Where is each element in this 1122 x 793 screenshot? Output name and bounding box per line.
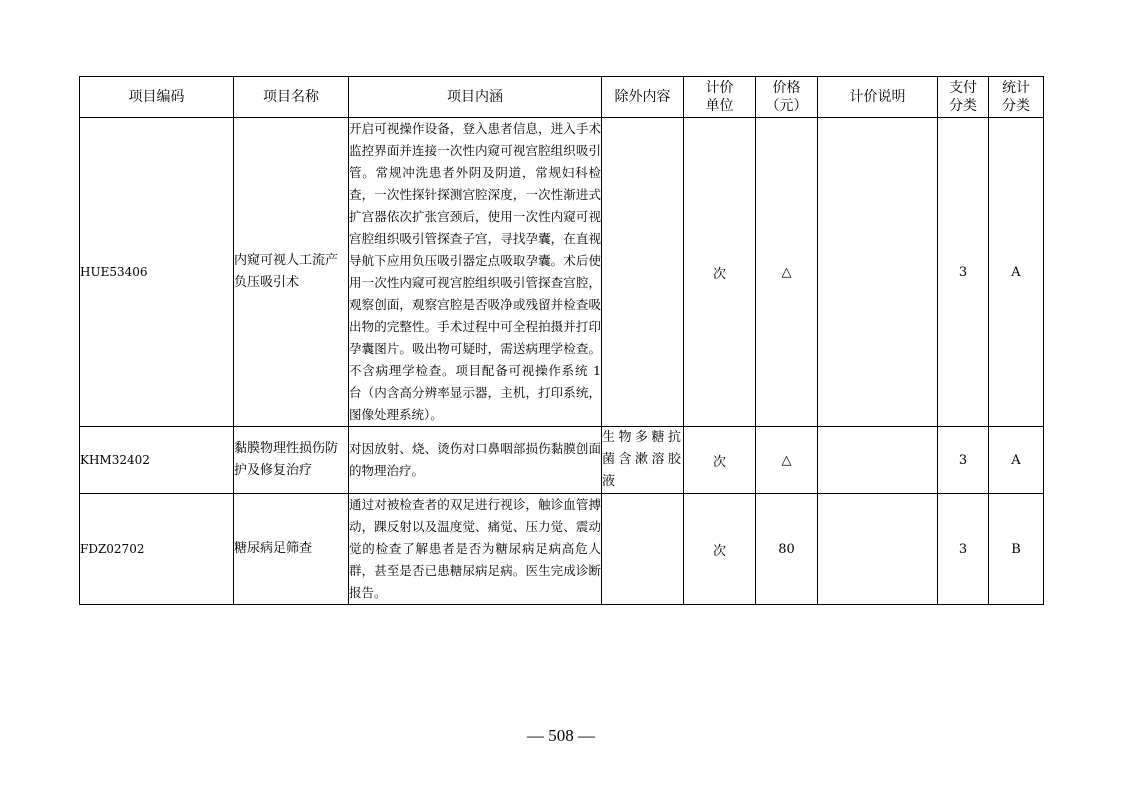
table-row — [80, 494, 1044, 605]
header-pay — [938, 77, 989, 118]
item-unit: 次 — [684, 494, 756, 605]
item-name: 黏膜物理性损伤防护及修复治疗 — [234, 427, 349, 494]
header-pay-line1: 支付 — [949, 80, 977, 96]
header-code: 项目编码 — [80, 77, 234, 118]
header-unit-line1: 计价 — [705, 80, 734, 96]
item-code: FDZ02702 — [80, 494, 234, 605]
header-stat-line2: 分类 — [1002, 98, 1030, 114]
item-price: 80 — [756, 494, 818, 605]
item-excluded — [602, 494, 684, 605]
header-note: 计价说明 — [818, 77, 938, 118]
header-unit-line2: 单位 — [705, 98, 734, 114]
item-price: △ — [756, 427, 818, 494]
item-stat-category: B — [989, 494, 1044, 605]
item-unit: 次 — [684, 118, 756, 427]
page-number: — 508 — — [527, 726, 595, 745]
item-note — [818, 427, 938, 494]
item-pay-category: 3 — [938, 118, 989, 427]
item-unit: 次 — [684, 427, 756, 494]
header-price-line1: 价格 — [772, 80, 801, 96]
item-price: △ — [756, 118, 818, 427]
header-price — [756, 77, 818, 118]
item-pay-category: 3 — [938, 427, 989, 494]
header-content: 项目内涵 — [349, 77, 602, 118]
item-content: 通过对被检查者的双足进行视诊，触诊血管搏动，踝反射以及温度觉、痛觉、压力觉、震动觉的检查了解患者是否为糖尿病足病高危人群，甚至是否已患糖尿病足病。医生完成诊断报告。 — [349, 494, 602, 605]
item-excluded — [602, 118, 684, 427]
item-content: 对因放射、烧、烫伤对口鼻咽部损伤黏膜创面的物理治疗。 — [349, 427, 602, 494]
item-note — [818, 118, 938, 427]
item-stat-category: A — [989, 118, 1044, 427]
item-code: KHM32402 — [80, 427, 234, 494]
item-excluded: 生物多糖抗菌含漱溶胶液 — [602, 427, 684, 494]
item-code: HUE53406 — [80, 118, 234, 427]
item-note — [818, 494, 938, 605]
item-name: 内窥可视人工流产负压吸引术 — [234, 118, 349, 427]
item-name: 糖尿病足筛查 — [234, 494, 349, 605]
header-row — [80, 77, 1044, 118]
header-pay-line2: 分类 — [949, 98, 977, 114]
item-stat-category: A — [989, 427, 1044, 494]
header-stat — [989, 77, 1044, 118]
item-content: 开启可视操作设备，登入患者信息，进入手术监控界面并连接一次性内窥可视宫腔组织吸引管。常规冲洗患者外阴及阴道，常规妇科检查，一次性探针探测宫腔深度，一次性渐进式扩宫器依次扩张宫颈后，使用一次性内窥可视宫腔组织吸引管探查子宫，寻找孕囊，在直视导航下应用负压吸引器定点吸取孕囊。术后使用一次性内窥可视宫腔组织吸引管探查宫腔，观察创面，观察宫腔是否吸净或残留并检查吸出物的完整性。手术过程中可全程拍摄并打印孕囊图片。吸出物可疑时，需送病理学检查。不含病理学检查。项目配备可视操作系统 1 台（内含高分辨率显示器，主机，打印系统，图像处理系统）。 — [349, 118, 602, 427]
header-name: 项目名称 — [234, 77, 349, 118]
pricing-table — [79, 76, 1044, 605]
header-price-line2: （元） — [765, 98, 808, 114]
table-row — [80, 118, 1044, 427]
table-row — [80, 427, 1044, 494]
header-unit — [684, 77, 756, 118]
item-pay-category: 3 — [938, 494, 989, 605]
header-excluded: 除外内容 — [602, 77, 684, 118]
header-stat-line1: 统计 — [1002, 80, 1030, 96]
